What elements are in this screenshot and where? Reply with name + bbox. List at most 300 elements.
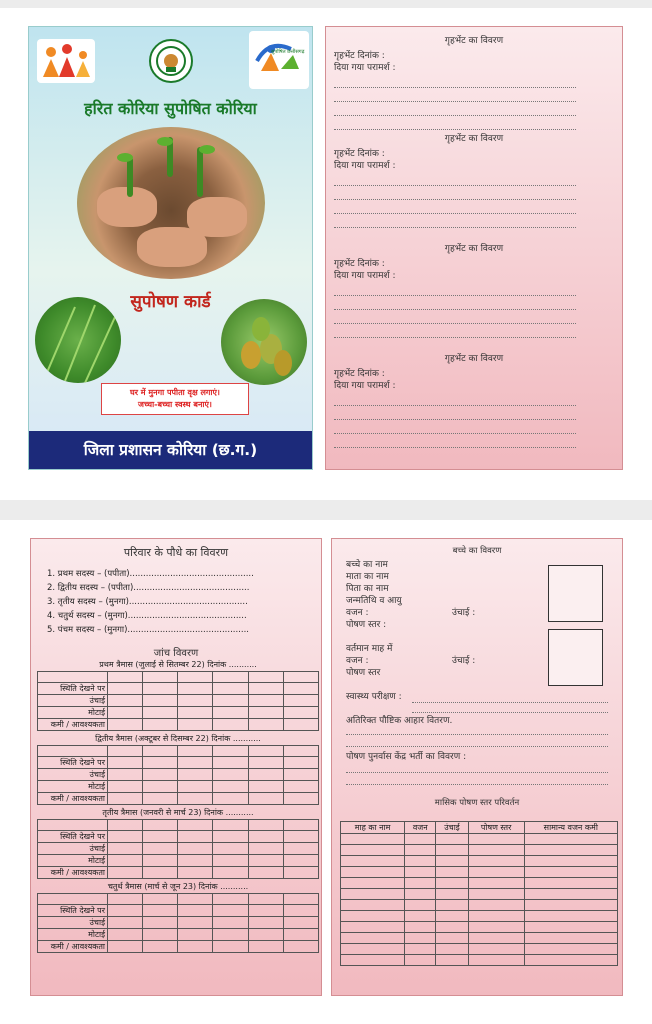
table-cell[interactable] (248, 867, 283, 879)
visit-advice-line (334, 410, 576, 420)
table-cell[interactable] (178, 843, 213, 855)
mother-name-label: माता का नाम (346, 572, 389, 582)
monthly-nutrition-table (340, 821, 618, 966)
current-month-label: वर्तमान माह में (346, 644, 393, 654)
table-cell[interactable] (248, 843, 283, 855)
table-row (341, 955, 618, 966)
table-cell[interactable] (248, 757, 283, 769)
table-cell[interactable] (248, 831, 283, 843)
home-visit-block (326, 241, 622, 338)
table-cell[interactable] (283, 793, 318, 805)
table-cell[interactable] (248, 769, 283, 781)
table-cell[interactable] (108, 941, 143, 953)
visit-advice-line (334, 204, 576, 214)
district-banner: जिला प्रशासन कोरिया (छ.ग.) (29, 431, 312, 469)
weight2-label: वजन : (346, 656, 369, 666)
table-cell[interactable] (143, 905, 178, 917)
moringa-plant-image (35, 297, 121, 383)
table-row (38, 855, 319, 867)
table-cell[interactable] (108, 793, 143, 805)
height-label: उंचाई : (452, 608, 476, 618)
table-cell[interactable] (143, 781, 178, 793)
table-cell[interactable] (213, 695, 248, 707)
table-cell[interactable] (108, 695, 143, 707)
table-cell[interactable] (405, 867, 436, 878)
table-cell[interactable] (405, 845, 436, 856)
table-cell[interactable] (405, 944, 436, 955)
table-cell[interactable] (283, 905, 318, 917)
table-cell[interactable] (178, 683, 213, 695)
table-cell[interactable] (524, 922, 617, 933)
table-header-row (341, 822, 618, 834)
table-cell[interactable] (468, 867, 524, 878)
table-cell[interactable] (436, 889, 468, 900)
family-member-item: 4. चतुर्थ सदस्य – (मुनगा)............................................ (47, 611, 247, 621)
child-name-label: बच्चे का नाम (346, 560, 388, 570)
table-cell[interactable] (213, 929, 248, 941)
home-visit-block (326, 131, 622, 228)
table-cell[interactable] (178, 781, 213, 793)
row-label: कमी / आवश्यकता (38, 867, 108, 879)
photo-box-2 (548, 629, 603, 686)
table-cell[interactable] (213, 917, 248, 929)
table-cell[interactable] (468, 889, 524, 900)
table-row (38, 820, 319, 831)
visit-date-label: गृहभेंट दिनांक : (334, 259, 385, 269)
table-row (341, 889, 618, 900)
table-cell[interactable] (468, 834, 524, 845)
table-cell[interactable] (143, 941, 178, 953)
visit-advice-line (334, 106, 576, 116)
table-cell[interactable] (213, 855, 248, 867)
table-row (38, 781, 319, 793)
table-cell[interactable] (341, 867, 405, 878)
slogan-line-1: घर में मुनगा पपीता वृक्ष लगाएं। (130, 388, 220, 397)
table-cell[interactable] (108, 683, 143, 695)
table-cell[interactable] (248, 793, 283, 805)
quarter-table (37, 893, 319, 953)
table-cell[interactable] (436, 922, 468, 933)
visit-heading: गृहभेंट का विवरण (444, 244, 504, 254)
table-cell[interactable] (468, 911, 524, 922)
family-member-item: 3. तृतीय सदस्य – (मुनगा)............................................ (47, 597, 248, 607)
table-cell[interactable] (341, 889, 405, 900)
table-row (341, 845, 618, 856)
table-cell[interactable] (178, 707, 213, 719)
visit-advice-line (334, 92, 576, 102)
table-cell[interactable] (283, 757, 318, 769)
table-cell[interactable] (178, 867, 213, 879)
table-row (38, 683, 319, 695)
child-details-panel (331, 538, 623, 996)
extra-food-label: अतिरिक्त पौष्टिक आहार वितरण. (346, 716, 453, 726)
table-cell[interactable] (248, 707, 283, 719)
table-cell[interactable] (178, 941, 213, 953)
table-row (341, 878, 618, 889)
table-cell[interactable] (283, 929, 318, 941)
home-visit-panel (325, 26, 623, 470)
table-cell[interactable] (341, 845, 405, 856)
row-label: स्थिति देखने पर (38, 831, 108, 843)
nutrition-label: पोषण स्तर : (346, 620, 387, 630)
visit-advice-line (334, 190, 576, 200)
table-row (341, 911, 618, 922)
cover-title: हरित कोरिया सुपोषित कोरिया (84, 99, 257, 118)
table-cell[interactable] (405, 911, 436, 922)
table-cell[interactable] (143, 929, 178, 941)
table-cell[interactable] (213, 867, 248, 879)
table-cell[interactable] (143, 867, 178, 879)
table-cell[interactable] (143, 769, 178, 781)
table-cell[interactable] (108, 867, 143, 879)
dob-label: जन्मतिथि व आयु (346, 596, 402, 606)
table-row (38, 843, 319, 855)
table-cell[interactable] (248, 683, 283, 695)
family-member-item: 5. पंचम सदस्य – (मुनगा)............................................. (47, 625, 249, 635)
family-logo (37, 39, 95, 83)
table-row (38, 695, 319, 707)
height2-label: उंचाई : (452, 656, 476, 666)
health-line-1 (412, 693, 608, 703)
table-cell[interactable] (341, 922, 405, 933)
row-label: मोटाई (38, 781, 108, 793)
table-row (341, 867, 618, 878)
table-cell[interactable] (436, 944, 468, 955)
table-cell[interactable] (405, 878, 436, 889)
table-cell[interactable] (524, 878, 617, 889)
quarter-heading: चतुर्थ त्रैमास (मार्च से जून 23) दिनांक ........... (107, 882, 249, 891)
table-cell[interactable] (436, 955, 468, 966)
table-cell[interactable] (468, 955, 524, 966)
table-cell[interactable] (524, 955, 617, 966)
table-cell[interactable] (341, 878, 405, 889)
table-row (38, 929, 319, 941)
row-label: उंचाई (38, 917, 108, 929)
table-cell[interactable] (283, 781, 318, 793)
table-cell[interactable] (108, 719, 143, 731)
table-cell[interactable] (178, 793, 213, 805)
table-cell[interactable] (405, 922, 436, 933)
column-header: पोषण स्तर (468, 822, 524, 834)
quarter-table (37, 671, 319, 731)
family-heading: परिवार के पौधे का विवरण (123, 546, 229, 559)
extra-food-line-2 (346, 737, 608, 747)
table-cell[interactable] (248, 695, 283, 707)
table-cell[interactable] (341, 955, 405, 966)
table-cell[interactable] (108, 843, 143, 855)
table-row (341, 933, 618, 944)
government-seal (149, 39, 193, 83)
table-row (38, 905, 319, 917)
table-cell[interactable] (248, 719, 283, 731)
rehab-label: पोषण पुनर्वास केंद्र भर्ती का विवरण : (346, 752, 467, 762)
row-label: कमी / आवश्यकता (38, 719, 108, 731)
quarter-table (37, 745, 319, 805)
table-cell[interactable] (213, 683, 248, 695)
table-cell[interactable] (283, 831, 318, 843)
table-cell[interactable] (436, 878, 468, 889)
table-cell[interactable] (178, 757, 213, 769)
visit-advice-line (334, 218, 576, 228)
row-label: स्थिति देखने पर (38, 905, 108, 917)
table-cell[interactable] (436, 933, 468, 944)
table-cell[interactable] (524, 944, 617, 955)
health-line-2 (412, 703, 608, 713)
visit-date-label: गृहभेंट दिनांक : (334, 149, 385, 159)
table-cell[interactable] (405, 900, 436, 911)
table-cell[interactable] (524, 900, 617, 911)
table-cell[interactable] (178, 929, 213, 941)
table-cell[interactable] (468, 944, 524, 955)
table-cell[interactable] (468, 878, 524, 889)
table-cell[interactable] (405, 933, 436, 944)
visit-heading: गृहभेंट का विवरण (444, 134, 504, 144)
table-cell[interactable] (213, 793, 248, 805)
table-cell[interactable] (524, 911, 617, 922)
child-heading: बच्चे का विवरण (452, 546, 502, 556)
table-cell[interactable] (248, 905, 283, 917)
table-cell[interactable] (143, 707, 178, 719)
table-cell[interactable] (143, 917, 178, 929)
visit-advice-label: दिया गया परामर्श : (334, 63, 396, 73)
table-row (341, 900, 618, 911)
table-cell[interactable] (108, 855, 143, 867)
table-cell[interactable] (405, 856, 436, 867)
table-cell[interactable] (283, 941, 318, 953)
table-cell[interactable] (436, 834, 468, 845)
table-cell[interactable] (283, 695, 318, 707)
table-cell[interactable] (248, 929, 283, 941)
table-cell[interactable] (143, 855, 178, 867)
table-cell[interactable] (108, 757, 143, 769)
table-cell[interactable] (248, 781, 283, 793)
table-cell[interactable] (178, 719, 213, 731)
visit-advice-label: दिया गया परामर्श : (334, 271, 396, 281)
table-cell[interactable] (178, 917, 213, 929)
table-cell[interactable] (405, 955, 436, 966)
visit-advice-line (334, 328, 576, 338)
table-row (341, 944, 618, 955)
visit-advice-line (334, 300, 576, 310)
table-cell[interactable] (283, 867, 318, 879)
row-label: उंचाई (38, 695, 108, 707)
visit-advice-line (334, 176, 576, 186)
visit-advice-line (334, 120, 576, 130)
table-cell[interactable] (108, 905, 143, 917)
table-cell[interactable] (143, 683, 178, 695)
check-heading: जांच विवरण (153, 648, 199, 659)
table-cell[interactable] (143, 757, 178, 769)
table-cell[interactable] (143, 831, 178, 843)
table-row (341, 834, 618, 845)
row-label: कमी / आवश्यकता (38, 941, 108, 953)
quarter-heading: तृतीय त्रैमास (जनवरी से मार्च 23) दिनांक ........... (102, 808, 254, 817)
table-cell[interactable] (405, 889, 436, 900)
table-cell[interactable] (341, 944, 405, 955)
column-header: सामान्य वजन कमी (524, 822, 617, 834)
table-cell[interactable] (108, 707, 143, 719)
quarter-heading: द्वितीय त्रैमास (अक्टूबर से दिसम्बर 22) दिनांक ........... (95, 734, 261, 743)
table-cell[interactable] (108, 917, 143, 929)
table-row (38, 719, 319, 731)
visit-advice-label: दिया गया परामर्श : (334, 161, 396, 171)
table-cell[interactable] (436, 911, 468, 922)
family-members-list (47, 567, 317, 637)
table-cell[interactable] (213, 769, 248, 781)
monthly-heading: मासिक पोषण स्तर परिवर्तन (434, 798, 520, 808)
weight-label: वजन : (346, 608, 369, 618)
table-row (38, 941, 319, 953)
table-cell[interactable] (213, 707, 248, 719)
table-cell[interactable] (524, 845, 617, 856)
table-cell[interactable] (248, 941, 283, 953)
column-header: वजन (405, 822, 436, 834)
visit-heading: गृहभेंट का विवरण (444, 36, 504, 46)
nutrition2-label: पोषण स्तर (346, 668, 381, 678)
visit-heading: गृहभेंट का विवरण (444, 354, 504, 364)
row-label: मोटाई (38, 855, 108, 867)
home-visit-block (326, 33, 622, 130)
father-name-label: पिता का नाम (346, 584, 389, 594)
visit-advice-line (334, 78, 576, 88)
row-label: स्थिति देखने पर (38, 683, 108, 695)
table-cell[interactable] (248, 917, 283, 929)
visit-advice-line (334, 424, 576, 434)
table-cell[interactable] (341, 900, 405, 911)
visit-advice-line (334, 286, 576, 296)
home-visit-block (326, 351, 622, 448)
logo3-text: सुपोषित छत्तीसगढ़ (271, 49, 305, 55)
row-label: स्थिति देखने पर (38, 757, 108, 769)
table-cell[interactable] (436, 845, 468, 856)
table-cell[interactable] (524, 889, 617, 900)
suposhit-chhattisgarh-logo (249, 31, 309, 89)
table-cell[interactable] (143, 695, 178, 707)
slogan-line-2: जच्चा-बच्चा स्वस्थ बनाएं। (138, 400, 212, 409)
rehab-line-2 (346, 775, 608, 785)
table-row (38, 769, 319, 781)
table-cell[interactable] (283, 769, 318, 781)
visit-date-label: गृहभेंट दिनांक : (334, 369, 385, 379)
table-row (38, 746, 319, 757)
table-cell[interactable] (248, 855, 283, 867)
table-row (341, 922, 618, 933)
row-label: मोटाई (38, 929, 108, 941)
visit-advice-line (334, 314, 576, 324)
column-header: उंचाई (436, 822, 468, 834)
table-cell[interactable] (108, 781, 143, 793)
family-plants-panel (30, 538, 322, 996)
quarters-container (37, 659, 319, 953)
row-label: कमी / आवश्यकता (38, 793, 108, 805)
table-cell[interactable] (143, 719, 178, 731)
table-cell[interactable] (143, 843, 178, 855)
extra-food-line-1 (346, 725, 608, 735)
table-cell[interactable] (341, 834, 405, 845)
current-month-block (346, 643, 392, 679)
table-cell[interactable] (178, 831, 213, 843)
row-label: मोटाई (38, 707, 108, 719)
table-cell[interactable] (178, 769, 213, 781)
table-cell[interactable] (283, 843, 318, 855)
table-cell[interactable] (436, 900, 468, 911)
table-cell[interactable] (178, 695, 213, 707)
card-title: सुपोषण कार्ड (130, 292, 211, 312)
table-cell[interactable] (213, 719, 248, 731)
hands-with-saplings-image (77, 127, 265, 279)
slogan-box (101, 383, 249, 415)
table-cell[interactable] (213, 941, 248, 953)
visit-advice-line (334, 438, 576, 448)
visit-advice-label: दिया गया परामर्श : (334, 381, 396, 391)
table-row (38, 672, 319, 683)
family-member-item: 2. द्वितीय सदस्य – (पपीता)........................................... (47, 583, 250, 593)
table-cell[interactable] (213, 843, 248, 855)
table-cell[interactable] (468, 933, 524, 944)
table-cell[interactable] (178, 905, 213, 917)
table-cell[interactable] (468, 845, 524, 856)
table-cell[interactable] (283, 707, 318, 719)
table-cell[interactable] (283, 719, 318, 731)
table-cell[interactable] (524, 834, 617, 845)
table-cell[interactable] (213, 757, 248, 769)
table-cell[interactable] (341, 911, 405, 922)
table-cell[interactable] (524, 856, 617, 867)
family-member-item: 1. प्रथम सदस्य – (पपीता).............................................. (47, 569, 254, 579)
row-label: उंचाई (38, 769, 108, 781)
papaya-tree-image (221, 299, 307, 385)
table-cell[interactable] (405, 834, 436, 845)
table-cell[interactable] (436, 867, 468, 878)
table-cell[interactable] (213, 905, 248, 917)
table-cell[interactable] (108, 831, 143, 843)
table-cell[interactable] (468, 856, 524, 867)
table-cell[interactable] (213, 781, 248, 793)
table-row (38, 867, 319, 879)
cover-page (28, 26, 313, 470)
photo-box-1 (548, 565, 603, 622)
table-row (38, 707, 319, 719)
visit-advice-line (334, 396, 576, 406)
table-row (38, 793, 319, 805)
table-cell[interactable] (341, 856, 405, 867)
table-cell[interactable] (178, 855, 213, 867)
visit-date-label: गृहभेंट दिनांक : (334, 51, 385, 61)
table-cell[interactable] (436, 856, 468, 867)
table-cell[interactable] (108, 769, 143, 781)
table-cell[interactable] (524, 933, 617, 944)
rehab-line-1 (346, 763, 608, 773)
table-cell[interactable] (108, 929, 143, 941)
table-cell[interactable] (341, 933, 405, 944)
table-cell[interactable] (468, 900, 524, 911)
table-cell[interactable] (143, 793, 178, 805)
health-label: स्वास्थ्य परीक्षण : (346, 692, 402, 702)
quarter-table (37, 819, 319, 879)
child-info-block (346, 559, 402, 631)
table-row (38, 831, 319, 843)
table-cell[interactable] (468, 922, 524, 933)
table-cell[interactable] (524, 867, 617, 878)
row-label: उंचाई (38, 843, 108, 855)
table-cell[interactable] (283, 683, 318, 695)
column-header: माह का नाम (341, 822, 405, 834)
table-cell[interactable] (283, 855, 318, 867)
table-cell[interactable] (213, 831, 248, 843)
table-row (341, 856, 618, 867)
table-row (38, 917, 319, 929)
table-cell[interactable] (283, 917, 318, 929)
